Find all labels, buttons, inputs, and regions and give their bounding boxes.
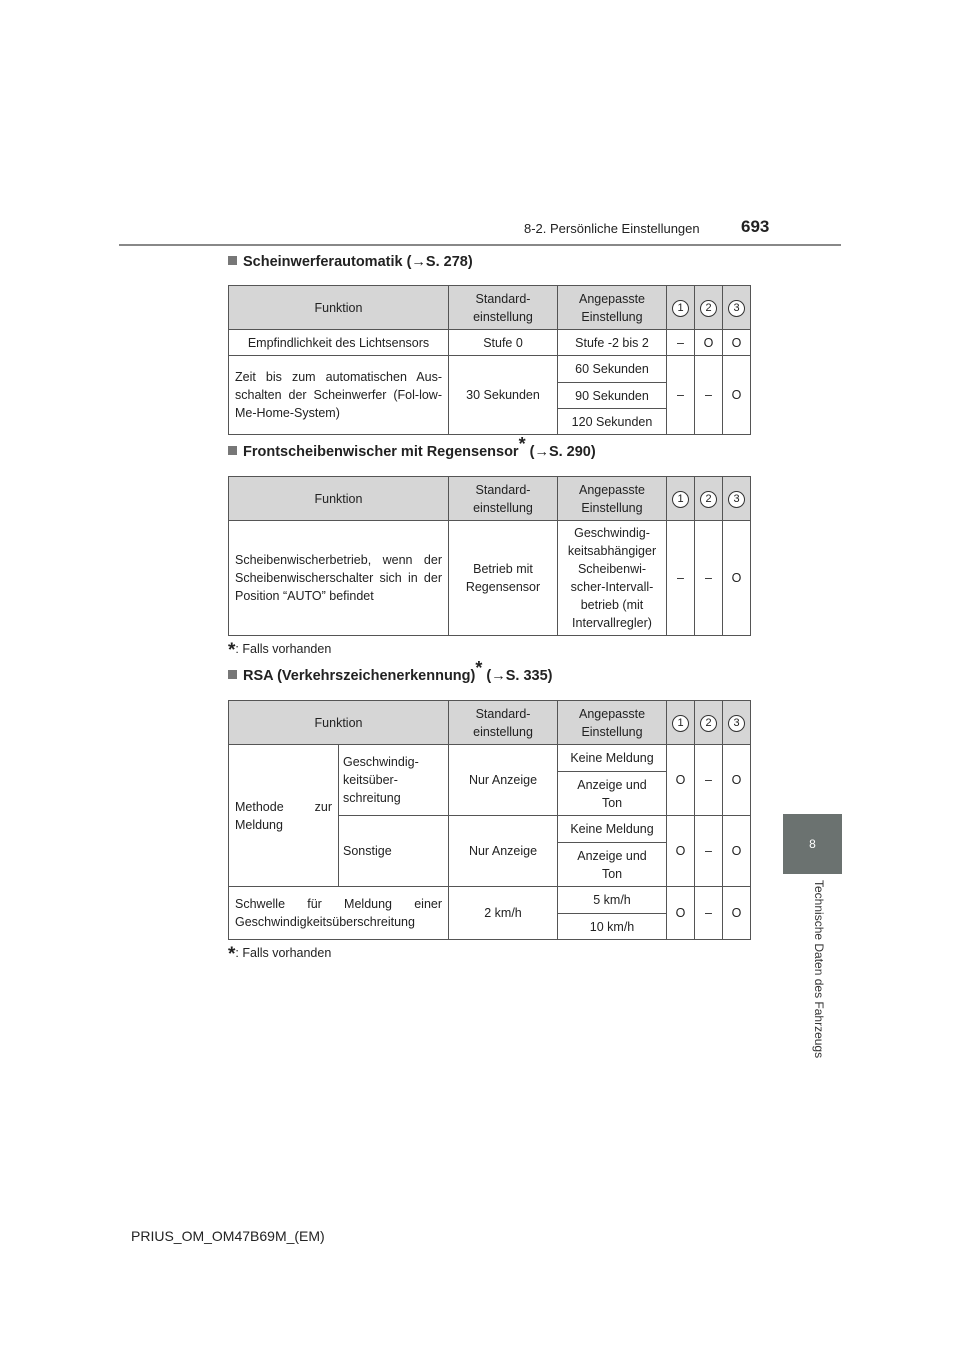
settings-table	[228, 700, 751, 940]
cell-funktion: Zeit bis zum automatischen Aus-schalten der Scheinwerfer (Fol-low-Me-Home-System)	[229, 356, 449, 435]
square-bullet-icon	[228, 446, 237, 455]
settings-table	[228, 476, 751, 636]
cell-option: Keine Meldung	[558, 816, 667, 843]
heading-text: RSA (Verkehrszeichenerkennung)	[243, 668, 476, 684]
cell-option: 5 km/h	[558, 887, 667, 914]
cell-funktion: Empfindlichkeit des Lichtsensors	[229, 330, 449, 356]
header-col-3	[723, 286, 751, 330]
header-standard: Standard- einstellung	[449, 286, 558, 330]
footnote-text: : Falls vorhanden	[235, 642, 332, 656]
section-heading	[228, 434, 596, 460]
document-code: PRIUS_OM_OM47B69M_(EM)	[131, 1228, 325, 1244]
footnote-marker: *	[518, 434, 526, 454]
cell-option: 60 Sekunden	[558, 356, 667, 383]
header-funktion: Funktion	[229, 701, 449, 745]
footnote-star: *	[228, 944, 236, 965]
cell-c1: –	[667, 521, 695, 636]
cell-funktion: Scheibenwischerbetrieb, wenn der Scheibenwischerschalter sich in der Position “AUTO” befindet	[229, 521, 449, 636]
cell-standard: 2 km/h	[449, 887, 558, 940]
cell-funktion: Schwelle für Meldung einer Geschwindigkeitsüberschreitung	[229, 887, 449, 940]
section-heading	[228, 254, 473, 270]
square-bullet-icon	[228, 670, 237, 679]
header-col-2	[695, 477, 723, 521]
cell-c1: O	[667, 887, 695, 940]
cell-option: Anzeige und Ton	[558, 843, 667, 887]
table-row	[229, 330, 751, 356]
section-title: 8-2. Persönliche Einstellungen	[524, 221, 700, 236]
table-row	[229, 356, 751, 383]
cell-c1: –	[667, 356, 695, 435]
circled-number-3: 3	[728, 300, 745, 317]
cell-c1: O	[667, 745, 695, 816]
circled-number-2: 2	[700, 715, 717, 732]
cell-group-label: Methode zur Meldung	[229, 745, 339, 887]
table-header-row	[229, 701, 751, 745]
table-row	[229, 887, 751, 914]
header-standard: Standard- einstellung	[449, 477, 558, 521]
cell-c2: –	[695, 521, 723, 636]
circled-number-3: 3	[728, 715, 745, 732]
cell-subfunction: Geschwindig- keitsüber- schreitung	[339, 745, 449, 816]
cell-c3: O	[723, 745, 751, 816]
section-heading	[228, 658, 553, 684]
table-header-row	[229, 286, 751, 330]
cell-c2: O	[695, 330, 723, 356]
cell-c3: O	[723, 521, 751, 636]
header-col-3	[723, 477, 751, 521]
table-row	[229, 745, 751, 772]
circled-number-2: 2	[700, 491, 717, 508]
cell-c3: O	[723, 330, 751, 356]
cell-option: Keine Meldung	[558, 745, 667, 772]
cell-option: 90 Sekunden	[558, 383, 667, 409]
cell-option: 10 km/h	[558, 914, 667, 940]
cell-c1: –	[667, 330, 695, 356]
cell-angepasst: Stufe -2 bis 2	[558, 330, 667, 356]
footnote	[228, 944, 331, 966]
cell-standard: Nur Anzeige	[449, 745, 558, 816]
cell-option: Anzeige und Ton	[558, 772, 667, 816]
header-col-1	[667, 701, 695, 745]
chapter-number: 8	[809, 837, 816, 851]
heading-text: Frontscheibenwischer mit Regensensor	[243, 444, 519, 460]
cell-c2: –	[695, 356, 723, 435]
page-reference: (→S. 290)	[529, 444, 596, 460]
cell-c2: –	[695, 887, 723, 940]
circled-number-1: 1	[672, 491, 689, 508]
header-col-2	[695, 701, 723, 745]
page-reference: (→S. 335)	[486, 668, 553, 684]
header-funktion: Funktion	[229, 286, 449, 330]
cell-standard: Nur Anzeige	[449, 816, 558, 887]
square-bullet-icon	[228, 256, 237, 265]
circled-number-1: 1	[672, 715, 689, 732]
circled-number-1: 1	[672, 300, 689, 317]
footnote-text: : Falls vorhanden	[235, 946, 332, 960]
table-header-row	[229, 477, 751, 521]
cell-angepasst: Geschwindig- keitsabhängiger Scheibenwi- scher-Intervall- betrieb (mit Intervallregler)	[558, 521, 667, 636]
cell-option: 120 Sekunden	[558, 409, 667, 435]
header-angepasst: Angepasste Einstellung	[558, 286, 667, 330]
chapter-label	[812, 880, 826, 1076]
page-number: 693	[741, 217, 770, 236]
circled-number-2: 2	[700, 300, 717, 317]
header-angepasst: Angepasste Einstellung	[558, 701, 667, 745]
header-col-1	[667, 286, 695, 330]
header-angepasst: Angepasste Einstellung	[558, 477, 667, 521]
circled-number-3: 3	[728, 491, 745, 508]
heading-text: Scheinwerferautomatik (→S. 278)	[243, 254, 473, 270]
header-rule	[119, 244, 841, 246]
footnote	[228, 640, 331, 662]
cell-subfunction: Sonstige	[339, 816, 449, 887]
cell-c3: O	[723, 816, 751, 887]
chapter-title: Technische Daten des Fahrzeugs	[812, 880, 826, 1059]
cell-c2: –	[695, 745, 723, 816]
cell-c3: O	[723, 356, 751, 435]
cell-c3: O	[723, 887, 751, 940]
cell-standard: 30 Sekunden	[449, 356, 558, 435]
cell-c2: –	[695, 816, 723, 887]
table-row	[229, 521, 751, 636]
cell-standard: Betrieb mit Regensensor	[449, 521, 558, 636]
cell-standard: Stufe 0	[449, 330, 558, 356]
header-col-2	[695, 286, 723, 330]
header-col-1	[667, 477, 695, 521]
header-funktion: Funktion	[229, 477, 449, 521]
header-col-3	[723, 701, 751, 745]
settings-table	[228, 285, 751, 435]
footnote-marker: *	[475, 658, 483, 678]
chapter-tab[interactable]	[783, 814, 842, 874]
header-standard: Standard- einstellung	[449, 701, 558, 745]
cell-c1: O	[667, 816, 695, 887]
footnote-star: *	[228, 640, 236, 661]
